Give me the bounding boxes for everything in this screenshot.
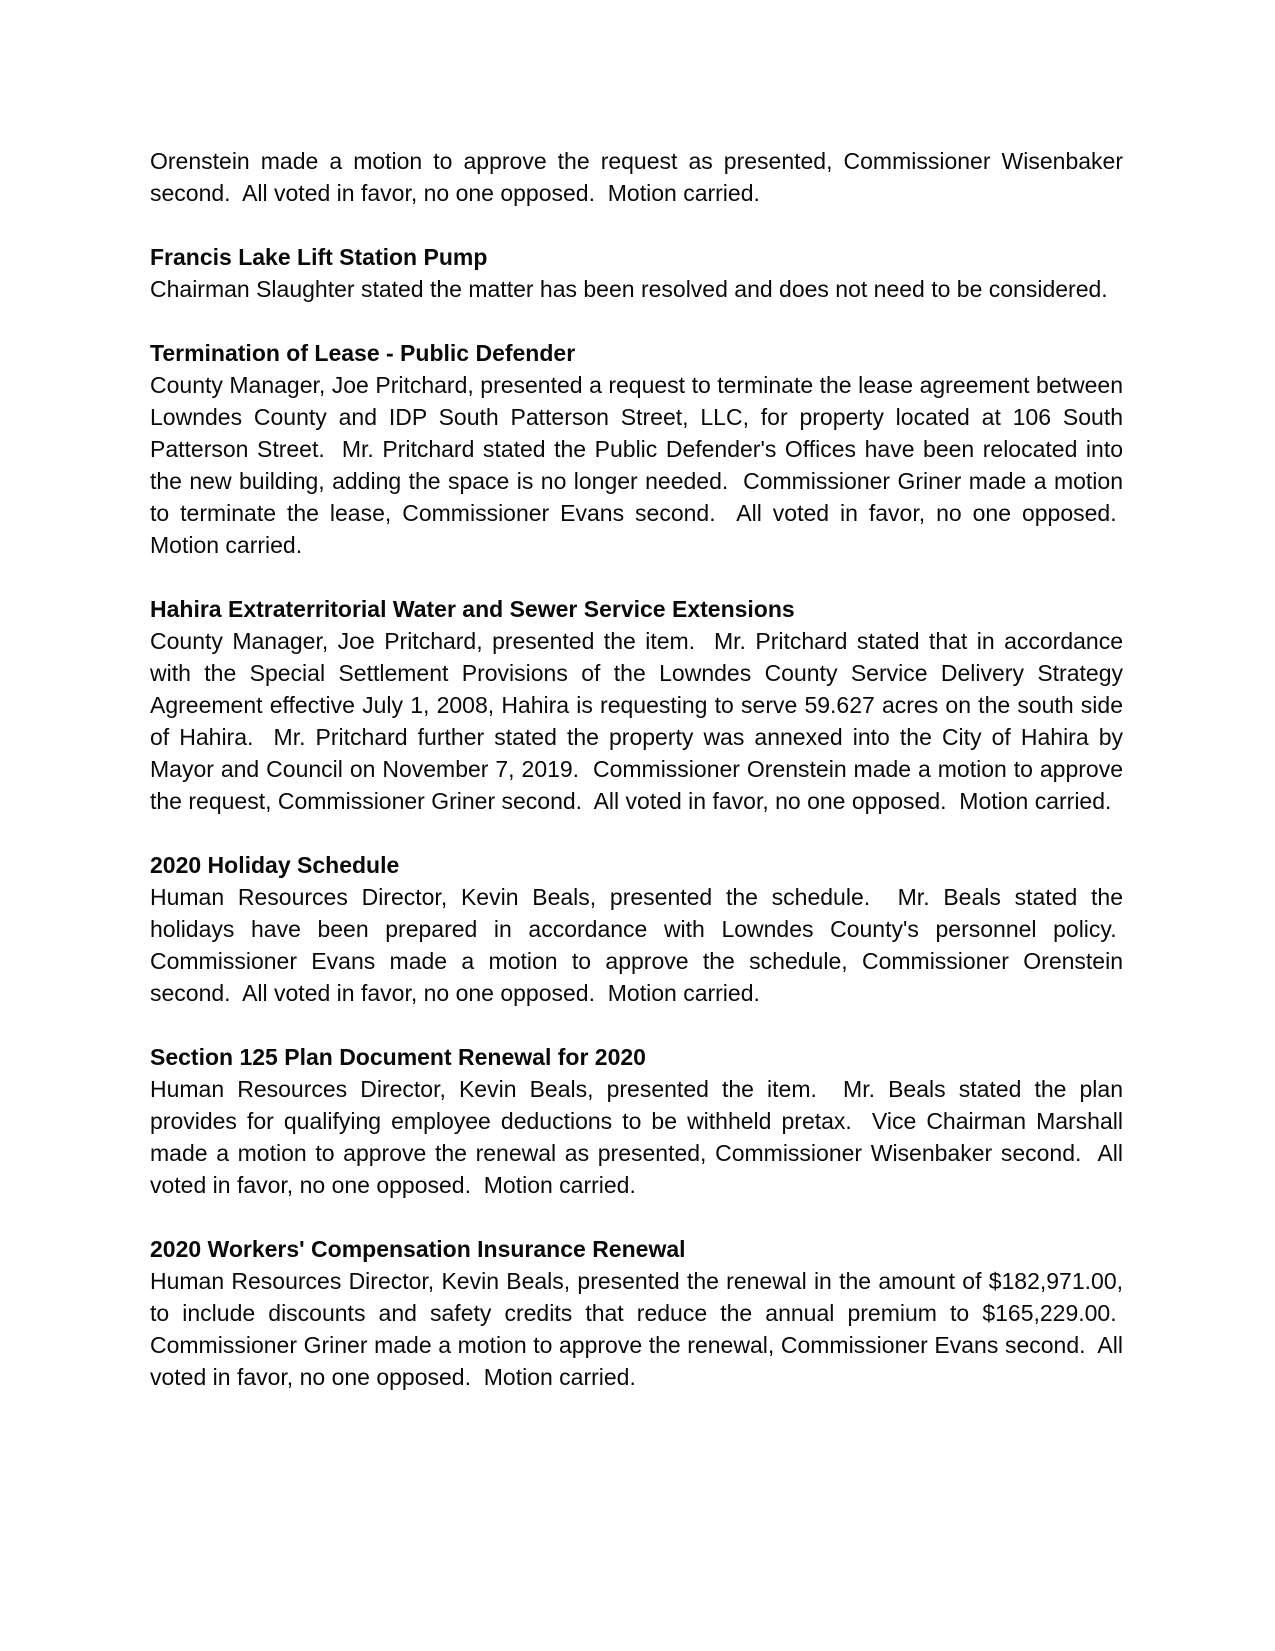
paragraph-2020-workers-compensation-renewal: Human Resources Director, Kevin Beals, presented the renewal in the amount of $182,971.00, to include discounts and safety credits that reduce the annual premium to $165,229.00. Commissioner Griner made a motion to approve the renewal, Commissioner Evans second. All voted in favor, no one opposed. Motion carried. — [150, 1268, 1123, 1390]
heading-francis-lake-lift-station-pump: Francis Lake Lift Station Pump — [150, 244, 488, 270]
section-termination-of-lease-public-defender — [150, 337, 1123, 561]
section-section-125-plan-renewal — [150, 1041, 1123, 1201]
paragraph-hahira-water-sewer-extensions: County Manager, Joe Pritchard, presented the item. Mr. Pritchard stated that in accordance with the Special Settlement Provisions of the Lowndes County Service Delivery Strategy Agreement effective July 1, 2008, Hahira is requesting to serve 59.627 acres on the south side of Hahira. Mr. Pritchard further stated the property was annexed into the City of Hahira by Mayor and Council on November 7, 2019. Commissioner Orenstein made a motion to approve the request, Commissioner Griner second. All voted in favor, no one opposed. Motion carried. — [150, 628, 1123, 814]
section-hahira-water-sewer-extensions — [150, 593, 1123, 817]
heading-termination-of-lease-public-defender: Termination of Lease - Public Defender — [150, 340, 576, 366]
heading-hahira-water-sewer-extensions: Hahira Extraterritorial Water and Sewer Service Extensions — [150, 596, 795, 622]
paragraph-termination-of-lease-public-defender: County Manager, Joe Pritchard, presented a request to terminate the lease agreement between Lowndes County and IDP South Patterson Street, LLC, for property located at 106 South Patterson Street. Mr. Pritchard stated the Public Defender's Offices have been relocated into the new building, adding the space is no longer needed. Commissioner Griner made a motion to terminate the lease, Commissioner Evans second. All voted in favor, no one opposed. Motion carried. — [150, 372, 1123, 558]
paragraph-francis-lake-lift-station-pump: Chairman Slaughter stated the matter has been resolved and does not need to be considered. — [150, 276, 1108, 302]
paragraph-section-125-plan-renewal: Human Resources Director, Kevin Beals, presented the item. Mr. Beals stated the plan provides for qualifying employee deductions to be withheld pretax. Vice Chairman Marshall made a motion to approve the renewal as presented, Commissioner Wisenbaker second. All voted in favor, no one opposed. Motion carried. — [150, 1076, 1123, 1198]
paragraph-intro-continuation: Orenstein made a motion to approve the request as presented, Commissioner Wisenbaker second. All voted in favor, no one opposed. Motion carried. — [150, 148, 1123, 206]
section-2020-workers-compensation-renewal — [150, 1233, 1123, 1393]
section-intro-continuation — [150, 145, 1123, 209]
heading-2020-holiday-schedule: 2020 Holiday Schedule — [150, 852, 400, 878]
heading-2020-workers-compensation-renewal: 2020 Workers' Compensation Insurance Renewal — [150, 1236, 686, 1262]
section-francis-lake-lift-station-pump — [150, 241, 1123, 305]
heading-section-125-plan-renewal: Section 125 Plan Document Renewal for 2020 — [150, 1044, 646, 1070]
section-2020-holiday-schedule — [150, 849, 1123, 1009]
paragraph-2020-holiday-schedule: Human Resources Director, Kevin Beals, presented the schedule. Mr. Beals stated the holidays have been prepared in accordance with Lowndes County's personnel policy. Commissioner Evans made a motion to approve the schedule, Commissioner Orenstein second. All voted in favor, no one opposed. Motion carried. — [150, 884, 1123, 1006]
